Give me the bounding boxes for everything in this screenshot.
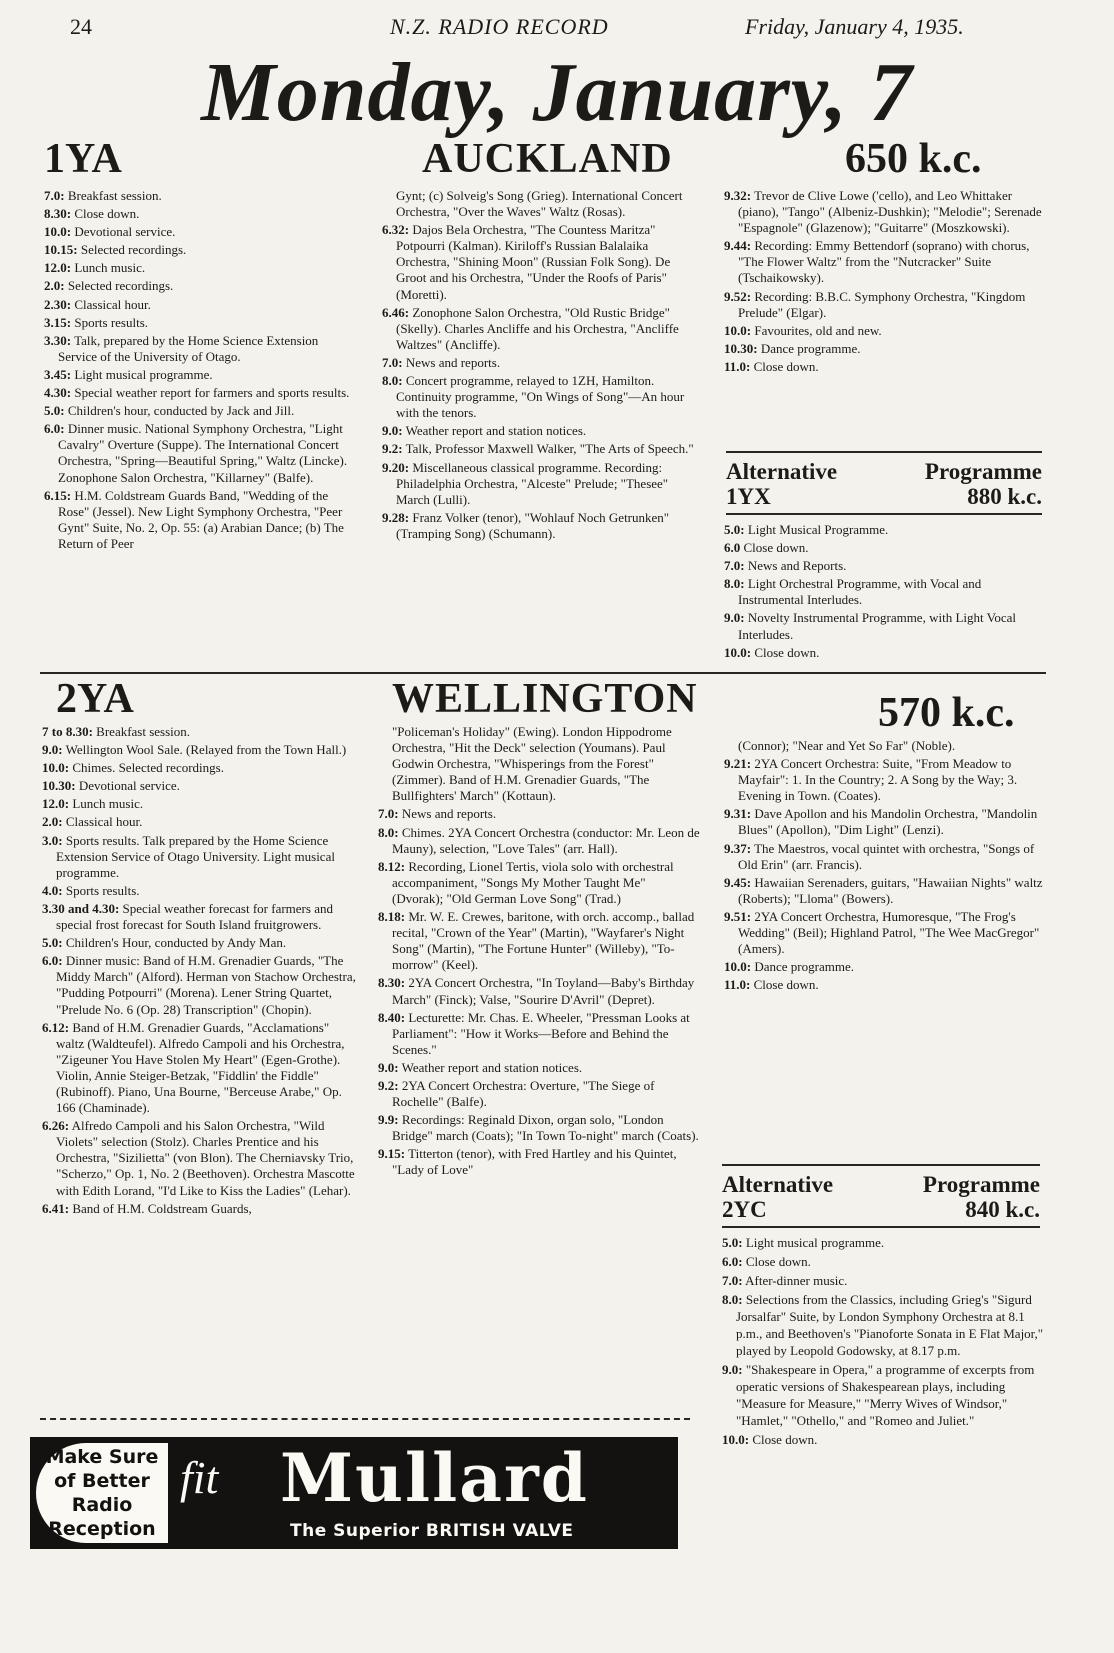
- schedule-time: 12.0:: [42, 796, 70, 812]
- schedule-description: Light Musical Programme.: [747, 522, 889, 537]
- schedule-description: Chimes. 2YA Concert Orchestra (conductor: Mr. Leon de Mauny), selection, "Love Tales" (arr. Hall).: [392, 824, 700, 856]
- schedule-description: Recording, Lionel Tertis, viola solo with orchestral accompaniment, "Songs My Mother Taught Me" (Dvorak); "Old German Love Song" (Trad.): [392, 858, 674, 906]
- schedule-entry: [44, 242, 352, 258]
- schedule-description: Special weather report for farmers and sports results.: [74, 385, 350, 401]
- station-city-wellington: WELLINGTON: [392, 676, 698, 722]
- schedule-time: 7.0:: [382, 354, 403, 370]
- schedule-entry: [724, 323, 1046, 339]
- alt-label-right: Programme: [922, 1172, 1040, 1197]
- schedule-time: 7.0:: [722, 1273, 743, 1288]
- schedule-description: Close down.: [753, 358, 819, 374]
- schedule-entry: [44, 188, 352, 204]
- alt-programme-1yx-list: [724, 522, 1046, 663]
- schedule-description: Breakfast session.: [67, 188, 162, 203]
- schedule-entry: [378, 1010, 700, 1058]
- schedule-entry: [722, 1253, 1044, 1270]
- schedule-time: 8.18:: [378, 909, 406, 925]
- schedule-description: Close down.: [753, 977, 819, 993]
- schedule-time: 9.44:: [724, 238, 752, 254]
- schedule-description: Novelty Instrumental Programme, with Light Vocal Interludes.: [738, 610, 1016, 642]
- schedule-time: 8.30:: [378, 975, 406, 991]
- station-freq-2ya: 570 k.c.: [878, 690, 1015, 736]
- schedule-description: Devotional service.: [74, 224, 176, 240]
- schedule-time: 7.0:: [378, 806, 399, 822]
- schedule-entry: [724, 610, 1046, 642]
- ad-tagline: Make Sure of Better Radio Reception: [36, 1443, 168, 1543]
- schedule-time: 9.51:: [724, 908, 752, 924]
- schedule-entry: [724, 289, 1046, 321]
- schedule-entry: [42, 953, 358, 1017]
- schedule-time: 10.15:: [44, 242, 78, 258]
- alt-call-2yc: 2YC: [722, 1197, 767, 1222]
- schedule-entry: [42, 833, 358, 881]
- ad-divider: [40, 1418, 690, 1420]
- schedule-entry: [378, 1146, 700, 1178]
- schedule-entry: [382, 510, 700, 542]
- schedule-entry: [42, 935, 358, 951]
- schedule-time: 9.32:: [724, 188, 752, 203]
- alt-label-right: Programme: [924, 459, 1042, 484]
- schedule-entry: [722, 1272, 1044, 1289]
- schedule-time: 9.20:: [382, 459, 410, 475]
- schedule-description: Close down.: [752, 1432, 818, 1447]
- schedule-entry: [382, 188, 700, 220]
- schedule-time: 8.12:: [378, 858, 406, 874]
- schedule-time: 5.0:: [44, 403, 65, 419]
- schedule-description: 2YA Concert Orchestra, Humoresque, "The Frog's Wedding" (Beil); Highland Patrol, "The Wee MacGregor" (Amers).: [738, 908, 1040, 957]
- schedule-description: Dinner music. National Symphony Orchestra, "Light Cavalry" Overture (Suppe). The International Concert Orchestra, "Spring—Beautiful Spring," Waltz (Lincke). Zonophone Salon Orchestra, "Killarney" (Balfe).: [58, 421, 348, 485]
- schedule-time: 9.2:: [382, 441, 403, 457]
- schedule-entry: [44, 278, 352, 294]
- schedule-time: 10.0:: [724, 322, 752, 338]
- schedule-entry: [722, 1361, 1044, 1429]
- schedule-entry: [378, 724, 700, 804]
- schedule-description: Special weather forecast for farmers and special frost forecast for South Island fruitgrowers.: [56, 900, 333, 933]
- schedule-entry: [724, 959, 1046, 975]
- auckland-column-2: [382, 188, 700, 544]
- schedule-description: News and reports.: [405, 354, 501, 370]
- schedule-entry: [44, 224, 352, 240]
- schedule-time: 3.15:: [44, 314, 72, 330]
- schedule-time: 6.0:: [42, 953, 63, 969]
- alt-label: Alternative: [722, 1172, 834, 1197]
- schedule-description: News and reports.: [401, 806, 497, 822]
- schedule-entry: [722, 1431, 1044, 1448]
- schedule-entry: [724, 522, 1046, 538]
- schedule-entry: [724, 909, 1046, 957]
- schedule-time: 10.30:: [42, 778, 76, 794]
- schedule-entry: [724, 875, 1046, 907]
- auckland-column-3: [724, 188, 1046, 377]
- schedule-description: Selections from the Classics, including Grieg's "Sigurd Jorsalfar" Suite, by London Symphony Orchestra at 8.1 p.m., and Beethoven's "Pianoforte Sonata in E Flat Major," played by Leopold Godowsky, at 8.17 p.m.: [736, 1292, 1044, 1358]
- schedule-time: 8.40:: [378, 1009, 406, 1025]
- schedule-time: 7.0:: [724, 558, 745, 574]
- schedule-entry: [42, 883, 358, 899]
- schedule-description: Titterton (tenor), with Fred Hartley and his Quintet, "Lady of Love": [392, 1146, 677, 1178]
- alt-programme-header-1yx: [726, 451, 1042, 515]
- schedule-entry: [378, 1060, 700, 1076]
- schedule-description: Sports results.: [74, 314, 149, 330]
- schedule-description: Alfredo Campoli and his Salon Orchestra, "Wild Violets" selection (Stolz). Charles Prentice and his Orchestra, "Sizilietta" (von Blon). The Cherniavsky Trio, "Scherzo," Op. 1, No. 2 (Beethoven). Orchestra Mascotte with Edith Lorand, "I'd Like to Kiss the Ladies" (Lehar).: [56, 1118, 355, 1198]
- schedule-time: 6.32:: [382, 222, 410, 238]
- schedule-entry: [44, 297, 352, 313]
- schedule-description: Hawaiian Serenaders, guitars, "Hawaiian Nights" waltz (Roberts); "Lloma" (Bowers).: [738, 874, 1043, 906]
- schedule-description: Close down.: [743, 540, 809, 556]
- schedule-entry: [724, 977, 1046, 993]
- schedule-time: 3.45:: [44, 366, 72, 382]
- schedule-description: Close down.: [745, 1254, 811, 1269]
- schedule-entry: [378, 859, 700, 907]
- schedule-description: Mr. W. E. Crewes, baritone, with orch. accomp., ballad recital, "Crown of the Year" (Martin), "Wayfarer's Night Song" (Martin), "The Fortune Hunter" (Willeby), "To-morrow" (Keel).: [392, 909, 695, 973]
- alt-freq-2yc: 840 k.c.: [965, 1197, 1040, 1222]
- schedule-description: Lunch music.: [72, 796, 144, 812]
- schedule-entry: [724, 806, 1046, 838]
- schedule-entry: [378, 975, 700, 1007]
- schedule-time: 9.37:: [724, 840, 752, 856]
- schedule-entry: [44, 367, 352, 383]
- schedule-time: 8.0:: [378, 824, 399, 840]
- schedule-time: 5.0:: [722, 1235, 743, 1250]
- schedule-description: Dance programme.: [754, 959, 854, 975]
- alt-programme-header-2yc: [722, 1164, 1040, 1228]
- section-divider: [40, 672, 1046, 674]
- schedule-description: Selected recordings.: [80, 242, 187, 258]
- schedule-time: 2.0:: [42, 814, 63, 830]
- schedule-time: 6.41:: [42, 1200, 70, 1216]
- schedule-entry: [724, 359, 1046, 375]
- page-title: Monday, January, 7: [201, 46, 913, 139]
- schedule-entry: [724, 188, 1046, 236]
- schedule-entry: [44, 385, 352, 401]
- wellington-column-2: [378, 724, 700, 1181]
- schedule-time: 11.0:: [724, 358, 751, 374]
- schedule-description: Weather report and station notices.: [401, 1059, 583, 1075]
- schedule-time: 6.26:: [42, 1118, 70, 1134]
- ad-brand-logo: Mullard: [280, 1439, 589, 1517]
- schedule-time: 6.0:: [44, 421, 65, 437]
- alt-call-1yx: 1YX: [726, 484, 771, 509]
- schedule-description: Zonophone Salon Orchestra, "Old Rustic Bridge" (Skelly). Charles Ancliffe and his Orchestra, "Ancliffe Waltzes" (Ancliffe).: [396, 304, 679, 352]
- schedule-time: 9.52:: [724, 288, 752, 304]
- schedule-description: Wellington Wool Sale. (Relayed from the Town Hall.): [65, 742, 347, 758]
- schedule-time: 8.0:: [722, 1292, 743, 1307]
- alt-label: Alternative: [726, 459, 838, 484]
- issue-date: Friday, January 4, 1935.: [745, 14, 964, 39]
- schedule-entry: [724, 341, 1046, 357]
- schedule-entry: [378, 909, 700, 973]
- schedule-entry: [724, 576, 1046, 608]
- station-city-auckland: AUCKLAND: [422, 136, 673, 182]
- schedule-entry: [44, 333, 352, 365]
- schedule-description: Dajos Bela Orchestra, "The Countess Maritza" Potpourri (Kalman). Kiriloff's Russian Balalaika Orchestra, "Shining Moon" (Russian Folk Song). De Groot and his Orchestra, "Under the Roofs of Paris" (Moretti).: [396, 222, 671, 302]
- schedule-entry: [724, 558, 1046, 574]
- alt-programme-2yc-list: [722, 1234, 1044, 1450]
- schedule-entry: [382, 305, 700, 353]
- schedule-description: Classical hour.: [65, 814, 143, 830]
- schedule-description: Classical hour.: [74, 296, 151, 312]
- schedule-description: Recording: Emmy Bettendorf (soprano) with chorus, "The Flower Waltz" from the "Nutcracker" Suite (Tschaikowsky).: [738, 238, 1030, 286]
- schedule-description: Devotional service.: [78, 778, 180, 794]
- schedule-time: 8.0:: [382, 373, 403, 389]
- schedule-time: 10.0:: [724, 959, 752, 975]
- schedule-description: Recordings: Reginald Dixon, organ solo, "London Bridge" march (Coats); "In Town To-night" march (Coats).: [392, 1112, 699, 1144]
- schedule-description: Talk, Professor Maxwell Walker, "The Arts of Speech.": [405, 441, 694, 457]
- schedule-description: Close down.: [754, 644, 820, 660]
- ad-fit-script: fit: [180, 1452, 219, 1503]
- schedule-entry: [44, 260, 352, 276]
- schedule-entry: [724, 540, 1046, 556]
- schedule-entry: [44, 403, 352, 419]
- schedule-description: Breakfast session.: [96, 724, 191, 739]
- schedule-time: 4.30:: [44, 385, 72, 401]
- schedule-time: 6.15:: [44, 487, 72, 503]
- schedule-description: Concert programme, relayed to 1ZH, Hamilton. Continuity programme, "On Wings of Song"—An hour with the tenors.: [396, 373, 685, 421]
- schedule-entry: [44, 206, 352, 222]
- schedule-description: 2YA Concert Orchestra: Suite, "From Meadow to Mayfair": 1. In the Country; 2. A Song by the Way; 3. Evening in Town. (Coates).: [738, 756, 1018, 804]
- schedule-time: 9.0:: [42, 742, 63, 758]
- schedule-description: Lecturette: Mr. Chas. E. Wheeler, "Pressman Looks at Parliament": "How it Works—Before and Behind the Scenes.": [392, 1009, 690, 1057]
- schedule-description: (Connor); "Near and Yet So Far" (Noble).: [738, 738, 956, 753]
- schedule-entry: [44, 315, 352, 331]
- schedule-description: Dinner music: Band of H.M. Grenadier Guards, "The Middy March" (Alford). Herman von Stachow Orchestra, "Pudding Potpourri" (Morena). Lener String Quartet, "Prelude No. 6 (Op. 28) Transcription" (Chopin).: [56, 953, 356, 1017]
- schedule-entry: [42, 814, 358, 830]
- ad-slogan: The Superior BRITISH VALVE: [290, 1521, 574, 1541]
- schedule-time: 3.0:: [42, 832, 63, 848]
- schedule-time: 6.12:: [42, 1019, 70, 1035]
- schedule-description: Selected recordings.: [67, 278, 174, 294]
- schedule-description: Light musical programme.: [745, 1235, 885, 1250]
- schedule-entry: [724, 756, 1046, 804]
- schedule-time: 9.15:: [378, 1146, 406, 1162]
- schedule-time: 6.0: [724, 540, 741, 556]
- schedule-time: 9.0:: [382, 423, 403, 439]
- schedule-entry: [42, 778, 358, 794]
- schedule-time: 7.0:: [44, 188, 65, 203]
- schedule-time: 2.30:: [44, 296, 72, 312]
- schedule-description: Franz Volker (tenor), "Wohlauf Noch Getrunken" (Tramping Song) (Schumann).: [396, 509, 670, 541]
- publication-name: N.Z. RADIO RECORD: [390, 14, 609, 39]
- schedule-time: 3.30 and 4.30:: [42, 900, 120, 916]
- schedule-description: Band of H.M. Grenadier Guards, "Acclamations" waltz (Waldteufel). Alfredo Campoli and his Orchestra, "Zigeuner You Have Stolen My Heart" (Egen-Grothe). Violin, Annie Steiger-Betzak, "Fiddlin' the Fiddle" (Rubinoff). Piano, Una Bourne, "Berceuse Arabe," Op. 166 (Chaminade).: [56, 1019, 345, 1116]
- schedule-time: 6.0:: [722, 1254, 743, 1269]
- station-call-2ya: 2YA: [56, 676, 134, 722]
- schedule-time: 3.30:: [44, 332, 72, 348]
- schedule-time: 12.0:: [44, 260, 72, 276]
- schedule-entry: [42, 901, 358, 933]
- mullard-advertisement: [30, 1437, 678, 1549]
- schedule-time: 9.31:: [724, 806, 752, 822]
- schedule-entry: [42, 796, 358, 812]
- wellington-column-1: [42, 724, 358, 1219]
- schedule-time: 9.0:: [722, 1362, 743, 1377]
- schedule-time: 9.21:: [724, 756, 752, 772]
- station-call-1ya: 1YA: [44, 136, 122, 182]
- schedule-entry: [42, 1020, 358, 1117]
- schedule-entry: [724, 645, 1046, 661]
- schedule-time: 7 to 8.30:: [42, 724, 93, 739]
- schedule-description: Gynt; (c) Solveig's Song (Grieg). International Concert Orchestra, "Over the Waves" Waltz (Rosas).: [396, 188, 683, 220]
- schedule-description: Talk, prepared by the Home Science Extension Service of the University of Otago.: [58, 332, 319, 364]
- schedule-entry: [382, 373, 700, 421]
- schedule-time: 8.0:: [724, 576, 745, 592]
- schedule-entry: [42, 1118, 358, 1198]
- schedule-entry: [382, 222, 700, 302]
- schedule-entry: [722, 1234, 1044, 1251]
- schedule-description: Dance programme.: [760, 340, 861, 356]
- schedule-description: Weather report and station notices.: [405, 423, 587, 439]
- schedule-entry: [378, 1112, 700, 1144]
- schedule-description: The Maestros, vocal quintet with orchestra, "Songs of Old Erin" (arr. Francis).: [738, 840, 1035, 872]
- schedule-description: Miscellaneous classical programme. Recording: Philadelphia Orchestra, "Alceste" Prelude; "Thesee" March (Lulli).: [396, 459, 669, 507]
- schedule-entry: [382, 441, 700, 457]
- schedule-time: 10.30:: [724, 340, 758, 356]
- schedule-entry: [42, 742, 358, 758]
- schedule-time: 8.30:: [44, 206, 72, 222]
- schedule-time: 10.0:: [722, 1432, 750, 1447]
- schedule-description: H.M. Coldstream Guards Band, "Wedding of the Rose" (Jessel). New Light Symphony Orchestra, "Peer Gynt" Suite, No. 2, Op. 55: (a) Arabian Dance; (b) The Return of Peer: [58, 487, 344, 551]
- schedule-description: Recording: B.B.C. Symphony Orchestra, "Kingdom Prelude" (Elgar).: [738, 288, 1026, 320]
- schedule-entry: [42, 760, 358, 776]
- schedule-description: "Shakespeare in Opera," a programme of excerpts from operatic versions of Shakespearean plays, including "Measure for Measure," "Merry Wives of Windsor," "Hamlet," "Othello," and "Romeo and Juliet.": [736, 1362, 1035, 1428]
- schedule-time: 9.45:: [724, 874, 752, 890]
- schedule-entry: [378, 1078, 700, 1110]
- page-number: 24: [70, 14, 92, 39]
- schedule-description: Sports results. Talk prepared by the Home Science Extension Service of Otago University. Light musical programme.: [56, 832, 335, 880]
- schedule-entry: [42, 724, 358, 740]
- schedule-time: 10.0:: [42, 760, 70, 776]
- schedule-time: 9.28:: [382, 509, 410, 525]
- auckland-column-1: [44, 188, 352, 554]
- schedule-entry: [42, 1201, 358, 1217]
- schedule-description: Light Orchestral Programme, with Vocal and Instrumental Interludes.: [738, 576, 982, 608]
- schedule-entry: [724, 738, 1046, 754]
- schedule-description: Dave Apollon and his Mandolin Orchestra, "Mandolin Blues" (Apollon), "Dim Light" (Lenzi).: [738, 806, 1038, 838]
- station-freq-1ya: 650 k.c.: [845, 136, 982, 182]
- schedule-entry: [724, 238, 1046, 286]
- schedule-description: 2YA Concert Orchestra: Overture, "The Siege of Rochelle" (Balfe).: [392, 1077, 655, 1110]
- schedule-time: 4.0:: [42, 882, 63, 898]
- schedule-description: Children's Hour, conducted by Andy Man.: [65, 935, 287, 951]
- schedule-description: Chimes. Selected recordings.: [72, 760, 224, 776]
- schedule-time: 9.0:: [378, 1059, 399, 1075]
- wellington-column-3: [724, 738, 1046, 995]
- schedule-time: 10.0:: [724, 644, 752, 660]
- schedule-time: 5.0:: [724, 522, 745, 537]
- schedule-description: "Policeman's Holiday" (Ewing). London Hippodrome Orchestra, "Hit the Deck" selection (Youmans). Paul Godwin Orchestra, "Whisperings from the Forest" (Zimmer). Band of H.M. Grenadier Guards, "The Bullfighters' March" (Kottaun).: [392, 724, 672, 804]
- schedule-time: 5.0:: [42, 935, 63, 951]
- schedule-entry: [378, 825, 700, 857]
- schedule-time: 9.0:: [724, 610, 745, 626]
- schedule-description: Band of H.M. Coldstream Guards,: [72, 1200, 252, 1216]
- schedule-time: 6.46:: [382, 304, 410, 320]
- schedule-description: Sports results.: [65, 882, 140, 898]
- schedule-description: Children's hour, conducted by Jack and Jill.: [67, 403, 295, 419]
- schedule-entry: [382, 460, 700, 508]
- schedule-description: Lunch music.: [74, 260, 146, 276]
- schedule-description: 2YA Concert Orchestra, "In Toyland—Baby's Birthday March" (Finck); Valse, "Sourire D'Avril" (Depret).: [392, 975, 695, 1007]
- schedule-entry: [724, 841, 1046, 873]
- schedule-time: 9.9:: [378, 1112, 399, 1128]
- schedule-time: 2.0:: [44, 278, 65, 294]
- schedule-description: Favourites, old and new.: [754, 322, 882, 338]
- schedule-time: 11.0:: [724, 977, 751, 993]
- schedule-time: 9.2:: [378, 1077, 399, 1093]
- schedule-description: After-dinner music.: [745, 1273, 848, 1288]
- schedule-entry: [44, 488, 352, 552]
- schedule-entry: [382, 423, 700, 439]
- schedule-entry: [378, 806, 700, 822]
- schedule-description: Close down.: [74, 206, 140, 222]
- schedule-entry: [722, 1291, 1044, 1359]
- alt-freq-1yx: 880 k.c.: [967, 484, 1042, 509]
- schedule-description: Trevor de Clive Lowe ('cello), and Leo Whittaker (piano), "Tango" (Albeniz-Dushkin); "Melodie"; Serenade "Espagnole" (Glazenow); "Guitarre" (Moszkowski).: [738, 188, 1042, 236]
- schedule-entry: [44, 421, 352, 485]
- schedule-description: Light musical programme.: [74, 366, 213, 382]
- schedule-time: 10.0:: [44, 224, 72, 240]
- schedule-entry: [382, 355, 700, 371]
- schedule-description: News and Reports.: [747, 558, 847, 574]
